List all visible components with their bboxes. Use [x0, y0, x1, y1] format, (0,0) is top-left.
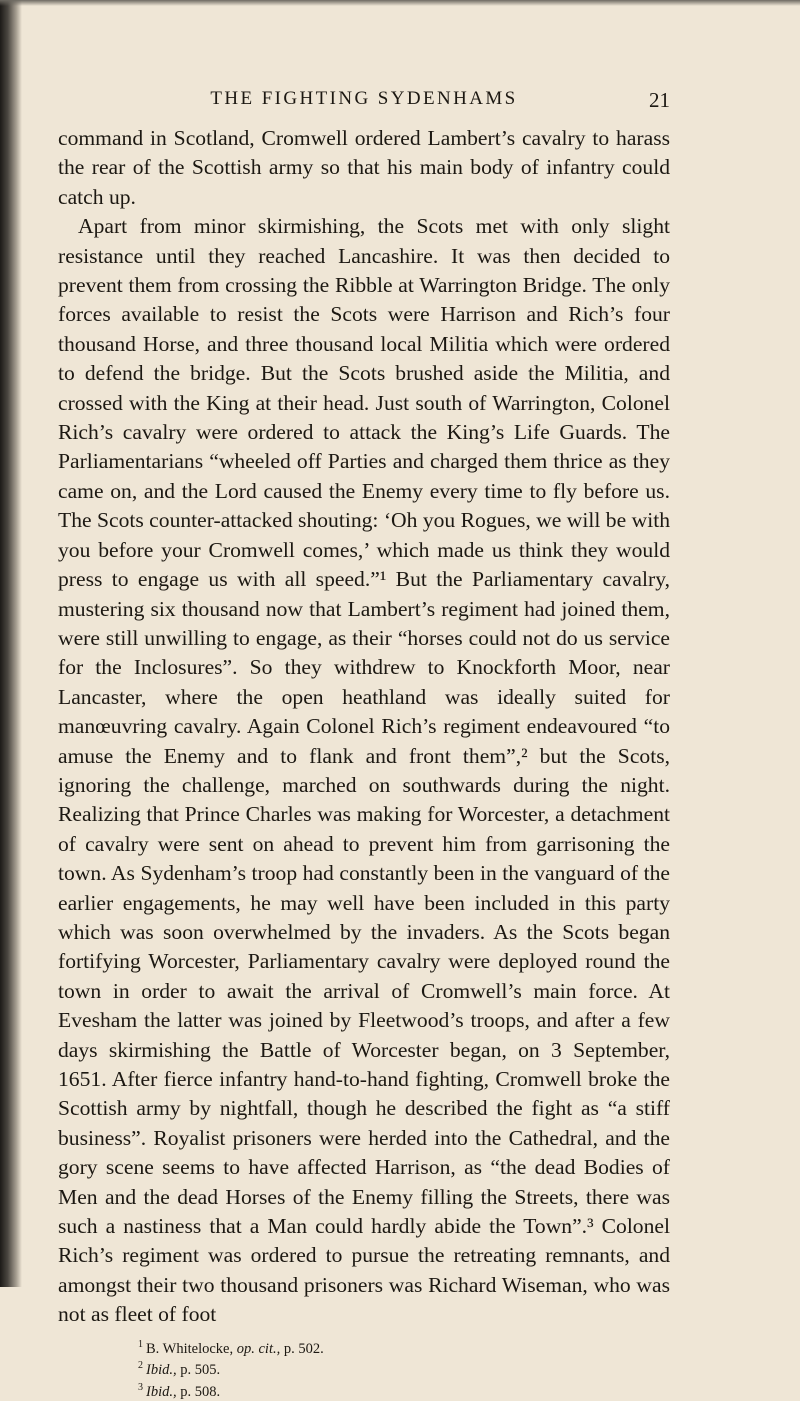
footnote-citation: op. cit.,: [236, 1340, 281, 1357]
footnote: [138, 1357, 670, 1379]
paragraph-continued: command in Scotland, Cromwell ordered Lambert’s cavalry to harass the rear of the Scottish army so that his main body of infantry could catch up.: [58, 126, 670, 209]
footnote-page: p. 508.: [180, 1384, 221, 1401]
running-title: THE FIGHTING SYDENHAMS: [210, 88, 518, 109]
footnotes: [58, 1336, 670, 1401]
book-page: [58, 88, 670, 1401]
running-head: [58, 88, 670, 116]
footnote-author: B. Whitelocke,: [146, 1340, 234, 1357]
page-top-edge: [0, 0, 800, 6]
footnote-number: 2: [138, 1360, 143, 1372]
footnote-citation: Ibid.,: [146, 1384, 177, 1401]
page-number: 21: [649, 88, 670, 112]
footnote: [138, 1379, 670, 1401]
binding-shadow: [0, 0, 22, 1287]
footnote-number: 1: [138, 1338, 143, 1350]
footnote-citation: Ibid.,: [146, 1362, 177, 1379]
paragraph: Apart from minor skirmishing, the Scots met with only slight resistance until they reached Lancashire. It was then decided to prevent them from crossing the Ribble at Warrington Bridge. The only forces available to resist the Scots were Harrison and Rich’s four thousand Horse, and three thousand local Militia which were ordered to defend the bridge. But the Scots brushed aside the Militia, and crossed with the King at their head. Just south of Warrington, Colonel Rich’s cavalry were ordered to attack the King’s Life Guards. The Parliamentarians “wheeled off Parties and charged them thrice as they came on, and the Lord caused the Enemy every time to fly before us. The Scots counter-attacked shouting: ‘Oh you Rogues, we will be with you before your Cromwell comes,’ which made us think they would press to engage us with all speed.”¹ But the Parliamentary cavalry, mustering six thousand now that Lambert’s regiment had joined them, were still unwilling to engage, as their “horses could not do us service for the Inclosures”. So they withdrew to Knockforth Moor, near Lancaster, where the open heathland was ideally suited for manœuvring cavalry. Again Colonel Rich’s regiment endeavoured “to amuse the Enemy and to flank and front them”,² but the Scots, ignoring the challenge, marched on southwards during the night. Realizing that Prince Charles was making for Worcester, a detachment of cavalry were sent on ahead to prevent him from garrisoning the town. As Sydenham’s troop had constantly been in the vanguard of the earlier engagements, he may well have been included in this party which was soon overwhelmed by the invaders. As the Scots began fortifying Worcester, Parliamentary cavalry were deployed round the town in order to await the arrival of Cromwell’s main force. At Evesham the latter was joined by Fleetwood’s troops, and after a few days skirmishing the Battle of Worcester began, on 3 September, 1651. After fierce infantry hand-to-hand fighting, Cromwell broke the Scottish army by nightfall, though he described the fight as “a stiff business”. Royalist prisoners were herded into the Cathedral, and the gory scene seems to have affected Harrison, as “the dead Bodies of Men and the dead Horses of the Enemy filling the Streets, there was such a nastiness that a Man could hardly abide the Town”.³ Colonel Rich’s regiment was ordered to pursue the retreating remnants, and amongst their two thousand prisoners was Richard Wiseman, who was not as fleet of foot: [58, 214, 670, 1327]
footnote-page: p. 505.: [180, 1362, 221, 1379]
body-text: [58, 124, 670, 1330]
footnote-page: p. 502.: [283, 1340, 324, 1357]
footnote-number: 3: [138, 1382, 143, 1394]
footnote: [138, 1336, 670, 1358]
